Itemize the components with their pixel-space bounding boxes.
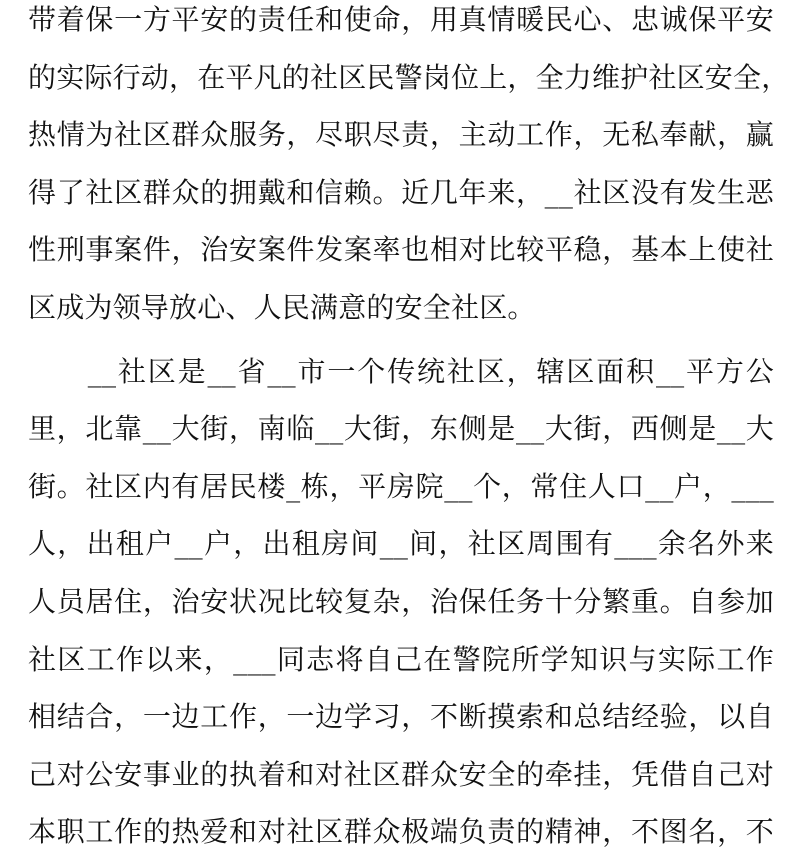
text-line: 带着保一方平安的责任和使命，用真情暖民心、忠诚保平安 [28, 3, 774, 36]
text-line: 人员居住，治安状况比较复杂，治保任务十分繁重。自参加 [28, 584, 774, 618]
text-line: 本职工作的热爱和对社区群众极端负责的精神，不图名，不 [28, 815, 774, 849]
text-line: 区成为领导放心、人民满意的安全社区。 [28, 290, 536, 324]
text-line: 热情为社区群众服务，尽职尽责，主动工作，无私奉献，赢 [28, 118, 774, 152]
text-line: __社区是__省__市一个传统社区，辖区面积__平方公 [28, 354, 774, 388]
paragraph [28, 0, 790, 337]
text-line: 己对公安事业的执着和对社区群众安全的牵挂，凭借自己对 [28, 757, 774, 791]
text-line: 社区工作以来，___同志将自己在警院所学知识与实际工作 [28, 642, 774, 676]
text-line: 里，北靠__大街，南临__大街，东侧是__大街，西侧是__大 [28, 412, 774, 446]
text-line: 相结合，一边工作，一边学习，不断摸索和总结经验，以自 [28, 700, 774, 734]
text-line: 人，出租户__户，出租房间__间，社区周围有___余名外来 [28, 527, 774, 561]
text-line: 性刑事案件，治安案件发案率也相对比较平稳，基本上使社 [28, 233, 774, 267]
document-body [28, 0, 790, 861]
paragraph [28, 343, 774, 861]
text-line: 得了社区群众的拥戴和信赖。近几年来，__社区没有发生恶 [28, 175, 774, 209]
text-line: 街。社区内有居民楼_栋，平房院__个，常住人口__户，___ [28, 469, 774, 503]
text-line: 的实际行动，在平凡的社区民警岗位上，全力维护社区安全， [28, 60, 790, 94]
